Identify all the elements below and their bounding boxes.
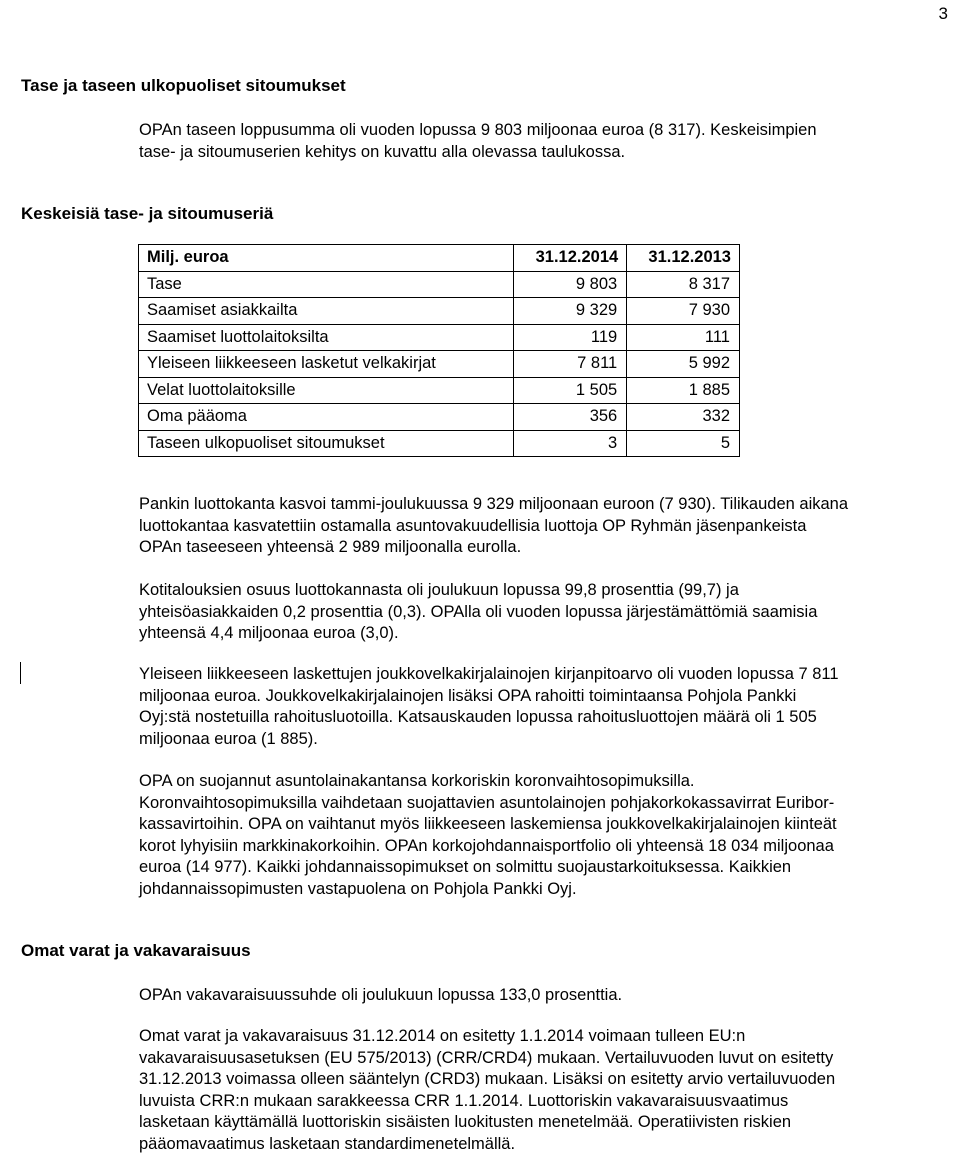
value-2014: 119 (514, 324, 627, 351)
value-2014: 3 (514, 430, 627, 457)
table-row (139, 351, 740, 378)
bonds-paragraph: Yleiseen liikkeeseen laskettujen joukkovelkakirjalainojen kirjanpitoarvo oli vuoden lopussa 7 811 miljoonaa euroa. Joukkovelkakirjalainojen lisäksi OPA rahoitti toimintaansa Pohjola Pankki Oyj:stä nostetuilla rahoitusluotoilla. Katsauskauden lopussa rahoitusluottojen määrä oli 1 505 miljoonaa euroa (1 885). (139, 665, 839, 748)
column-header-2014: 31.12.2014 (514, 245, 627, 272)
value-2013: 1 885 (627, 377, 740, 404)
interest-rate-swaps-paragraph: OPA on suojannut asuntolainakantansa korkoriskin koronvaihtosopimuksilla. Koronvaihtosopimuksilla vaihdetaan suojattavien asuntolainojen pohjakorkokassavirrat Euribor- kassavirtoihin. OPA on vaihtanut myös liikkeeseen laskemiensa joukkovelkakirjalainojen kiinteät korot lyhyisiin markkinakorkoihin. OPAn korkojohdannaisportfolio oli yhteensä 18 034 miljoonaa euroa (14 977). Kaikki johdannaissopimukset on solmittu suojaustarkoituksessa. Kaikkien johdannaissopimusten vastapuolena on Pohjola Pankki Oyj. (139, 772, 837, 898)
revision-bar (20, 662, 21, 684)
own-funds-paragraph: Omat varat ja vakavaraisuus 31.12.2014 on esitetty 1.1.2014 voimaan tulleen EU:n vakavaraisuusasetuksen (EU 575/2013) (CRR/CRD4) mukaan. Vertailuvuoden luvut on esitetty 31.12.2013 voimassa olleen sääntelyn (CRD3) mukaan. Lisäksi on esitetty arvio vertailuvuoden luvuista CRR:n mukaan sarakkeessa CRR 1.1.2014. Luottoriskin vakavaraisuusvaatimus lasketaan käyttämällä luottoriskin sisäisten luokitusten menetelmää. Operatiivisten riskien pääomavaatimus lasketaan standardimenetelmällä. (139, 1027, 836, 1153)
value-2014: 1 505 (514, 377, 627, 404)
table-row (139, 430, 740, 457)
column-header-unit: Milj. euroa (139, 245, 514, 272)
row-label: Velat luottolaitoksille (139, 377, 514, 404)
table-header-row (139, 245, 740, 272)
table-row (139, 377, 740, 404)
value-2013: 111 (627, 324, 740, 351)
household-share-paragraph: Kotitalouksien osuus luottokannasta oli joulukuun lopussa 99,8 prosenttia (99,7) ja yhteisöasiakkaiden 0,2 prosenttia (0,3). OPAlla oli vuoden lopussa järjestämättömiä saamisia yhteensä 4,4 miljoonaa euroa (3,0). (139, 581, 818, 642)
capital-ratio-paragraph: OPAn vakavaraisuussuhde oli joulukuun lopussa 133,0 prosenttia. (139, 986, 623, 1004)
column-header-2013: 31.12.2013 (627, 245, 740, 272)
value-2013: 7 930 (627, 298, 740, 325)
loan-portfolio-paragraph: Pankin luottokanta kasvoi tammi-joulukuussa 9 329 miljoonaan euroon (7 930). Tilikauden aikana luottokantaa kasvatettiin ostamalla asuntovakuudellisia luottoja OP Ryhmän jäsenpankeista OPAn taseeseen yhteensä 2 989 miljoonalla eurolla. (139, 495, 849, 556)
value-2014: 7 811 (514, 351, 627, 378)
page-number: 3 (938, 4, 948, 23)
table-row (139, 271, 740, 298)
value-2014: 9 329 (514, 298, 627, 325)
value-2013: 332 (627, 404, 740, 431)
table-row (139, 298, 740, 325)
table-row (139, 404, 740, 431)
table-row (139, 324, 740, 351)
value-2014: 356 (514, 404, 627, 431)
value-2013: 8 317 (627, 271, 740, 298)
row-label: Oma pääoma (139, 404, 514, 431)
row-label: Saamiset luottolaitoksilta (139, 324, 514, 351)
row-label: Taseen ulkopuoliset sitoumukset (139, 430, 514, 457)
row-label: Tase (139, 271, 514, 298)
value-2013: 5 992 (627, 351, 740, 378)
section-title-capital-adequacy: Omat varat ja vakavaraisuus (21, 941, 251, 960)
row-label: Saamiset asiakkailta (139, 298, 514, 325)
key-balance-sheet-table (138, 244, 740, 457)
table-title: Keskeisiä tase- ja sitoumuseriä (21, 204, 274, 223)
row-label: Yleiseen liikkeeseen lasketut velkakirjat (139, 351, 514, 378)
intro-paragraph: OPAn taseen loppusumma oli vuoden lopussa 9 803 miljoonaa euroa (8 317). Keskeisimpien tase- ja sitoumuserien kehitys on kuvattu alla olevassa taulukossa. (139, 121, 817, 161)
section-title-balance-sheet: Tase ja taseen ulkopuoliset sitoumukset (21, 76, 346, 95)
value-2013: 5 (627, 430, 740, 457)
value-2014: 9 803 (514, 271, 627, 298)
